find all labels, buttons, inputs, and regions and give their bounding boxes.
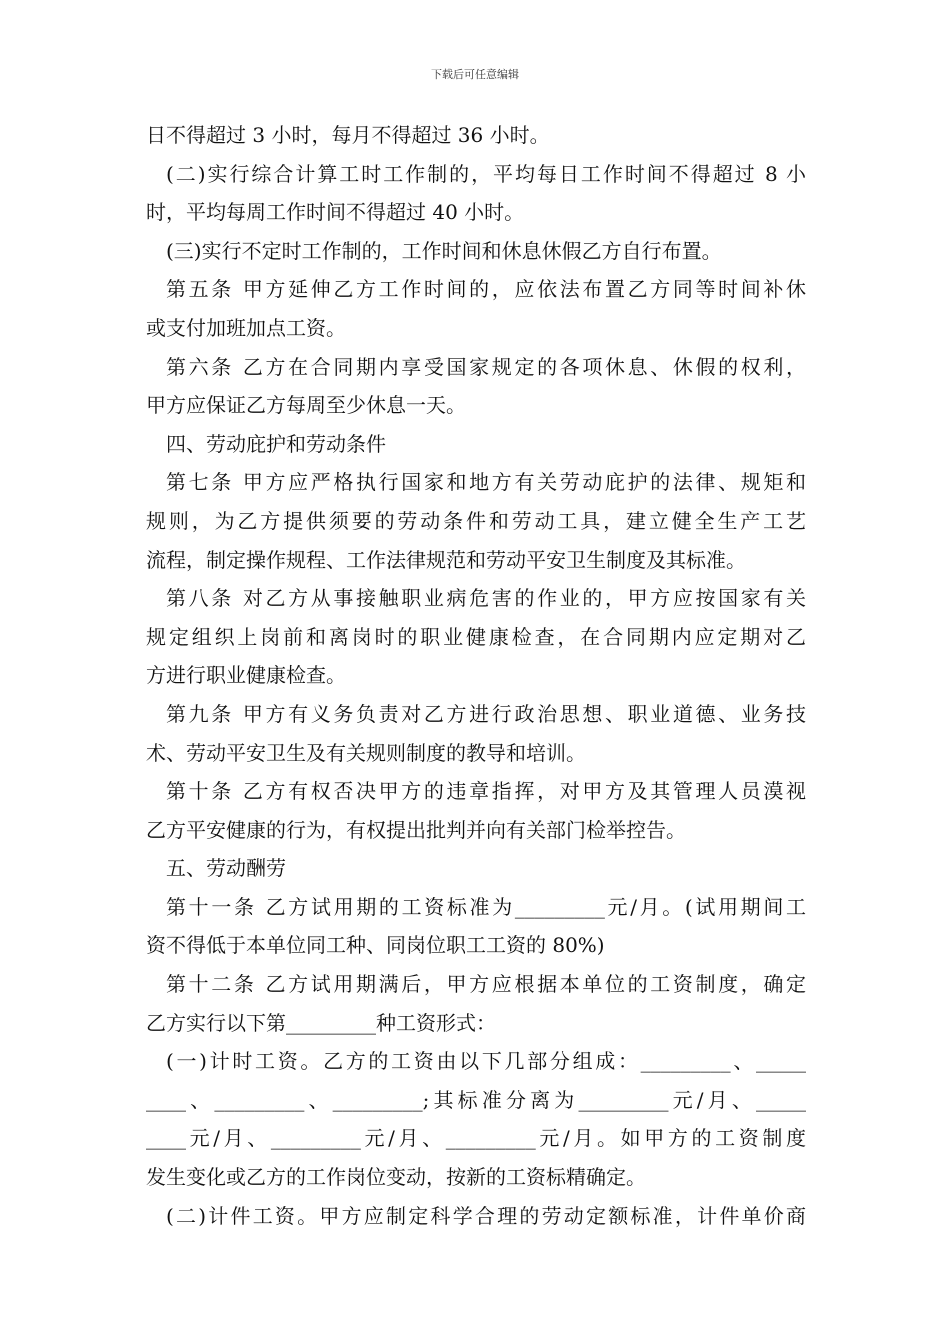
text-line: 四、劳动庇护和劳动条件 (166, 431, 386, 456)
document-body (146, 116, 806, 1235)
text-line: 第五条 甲方延伸乙方工作时间的，应依法布置乙方同等时间补休 (166, 277, 806, 302)
page-header: 下载后可任意编辑 (431, 68, 519, 81)
text-line: 第十条 乙方有权否决甲方的违章指挥，对甲方及其管理人员漠视 (166, 779, 806, 804)
text-line: 时，平均每周工作时间不得超过 40 小时。 (146, 200, 525, 225)
text-line: 第七条 甲方应严格执行国家和地方有关劳动庇护的法律、规矩和 (166, 470, 806, 495)
text-line: (一)计时工资。乙方的工资由以下几部分组成：_________、_____ (166, 1049, 806, 1074)
text-line: 发生变化或乙方的工作岗位变动，按新的工资标精确定。 (146, 1165, 646, 1190)
text-line: 第八条 对乙方从事接触职业病危害的作业的，甲方应按国家有关 (166, 586, 806, 611)
text-line: 术、劳动平安卫生及有关规则制度的教导和培训。 (146, 740, 586, 765)
text-line: 日不得超过 3 小时，每月不得超过 36 小时。 (146, 123, 550, 147)
text-line: 规定组织上岗前和离岗时的职业健康检查，在合同期内应定期对乙 (146, 624, 806, 649)
text-line: 第十一条 乙方试用期的工资标准为_________元/月。(试用期间工 (166, 894, 806, 919)
text-line: ____、_________、_________;其标准分离为_________元/月、_____ (146, 1087, 806, 1112)
text-line: (三)实行不定时工作制的，工作时间和休息休假乙方自行布置。 (166, 238, 722, 263)
text-line: 乙方平安健康的行为，有权提出批判并向有关部门检举控告。 (146, 817, 686, 842)
text-line: 五、劳动酬劳 (166, 856, 286, 881)
text-line: 资不得低于本单位同工种、同岗位职工工资的 80%) (146, 933, 605, 958)
text-line: 方进行职业健康检查。 (146, 663, 346, 688)
text-line: 第六条 乙方在合同期内享受国家规定的各项休息、休假的权利， (166, 354, 806, 379)
text-line: 规则，为乙方提供须要的劳动条件和劳动工具，建立健全生产工艺 (146, 508, 806, 533)
text-line: 或支付加班加点工资。 (146, 315, 346, 340)
text-line: 流程，制定操作规程、工作法律规范和劳动平安卫生制度及其标准。 (146, 547, 746, 572)
text-line: 第九条 甲方有义务负责对乙方进行政治思想、职业道德、业务技 (166, 701, 806, 726)
text-line: 乙方实行以下第_________种工资形式： (146, 1010, 496, 1035)
text-line: 第十二条 乙方试用期满后，甲方应根据本单位的工资制度，确定 (166, 972, 806, 997)
text-line: ____元/月、_________元/月、_________元/月。如甲方的工资制度 (146, 1126, 806, 1151)
text-line: (二)实行综合计算工时工作制的，平均每日工作时间不得超过 8 小 (166, 161, 806, 186)
text-line: (二)计件工资。甲方应制定科学合理的劳动定额标准，计件单价商 (166, 1203, 806, 1228)
text-line: 甲方应保证乙方每周至少休息一天。 (146, 393, 466, 418)
